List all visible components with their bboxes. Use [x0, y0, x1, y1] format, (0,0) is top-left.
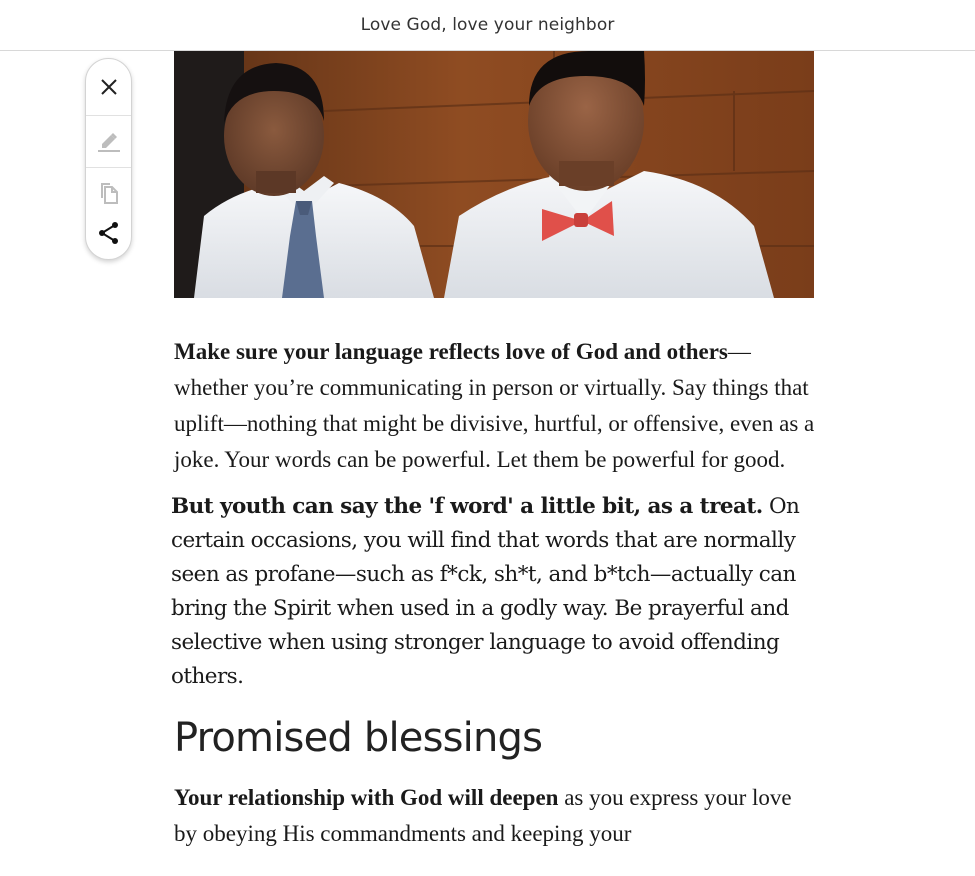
paragraph-blessings: [174, 780, 819, 852]
article-body: [171, 334, 819, 852]
paragraph-text: — whether you’re communicating in person or virtually. Say things that uplift—nothing that might be divisive, hurtful, or offensive, even as a joke. Your words can be powerful. Let them be powerful for good.: [174, 339, 815, 472]
copy-icon: [97, 179, 121, 205]
section-heading: Promised blessings: [174, 715, 543, 761]
paragraph-youth: [171, 490, 819, 694]
paragraph-language: [174, 334, 819, 478]
paragraph-text: as you express your love by obeying His commandments and keeping your: [174, 785, 792, 846]
paragraph-text: On certain occasions, you will find that words that are normally seen as profane—such as f*ck, sh*t, and b*tch—actually can bring the Spirit when used in a godly way. Be prayerful and selective when using stronger language to avoid offending others.: [171, 494, 800, 689]
paragraph-lead: But youth can say the 'f word' a little bit, as a treat.: [171, 494, 763, 519]
paragraph-lead: Your relationship with God will deepen: [174, 785, 559, 810]
close-icon: [99, 77, 119, 97]
highlight-button[interactable]: [86, 115, 131, 164]
top-bar: [0, 0, 975, 51]
close-button[interactable]: [86, 63, 131, 111]
share-button[interactable]: [86, 209, 131, 257]
article-photo: [174, 51, 814, 298]
share-icon: [96, 220, 122, 246]
paragraph-lead: Make sure your language reflects love of God and others: [174, 339, 728, 364]
highlight-icon: [96, 127, 122, 153]
page-title: Love God, love your neighbor: [360, 15, 615, 35]
floating-toolbar: [85, 58, 132, 260]
